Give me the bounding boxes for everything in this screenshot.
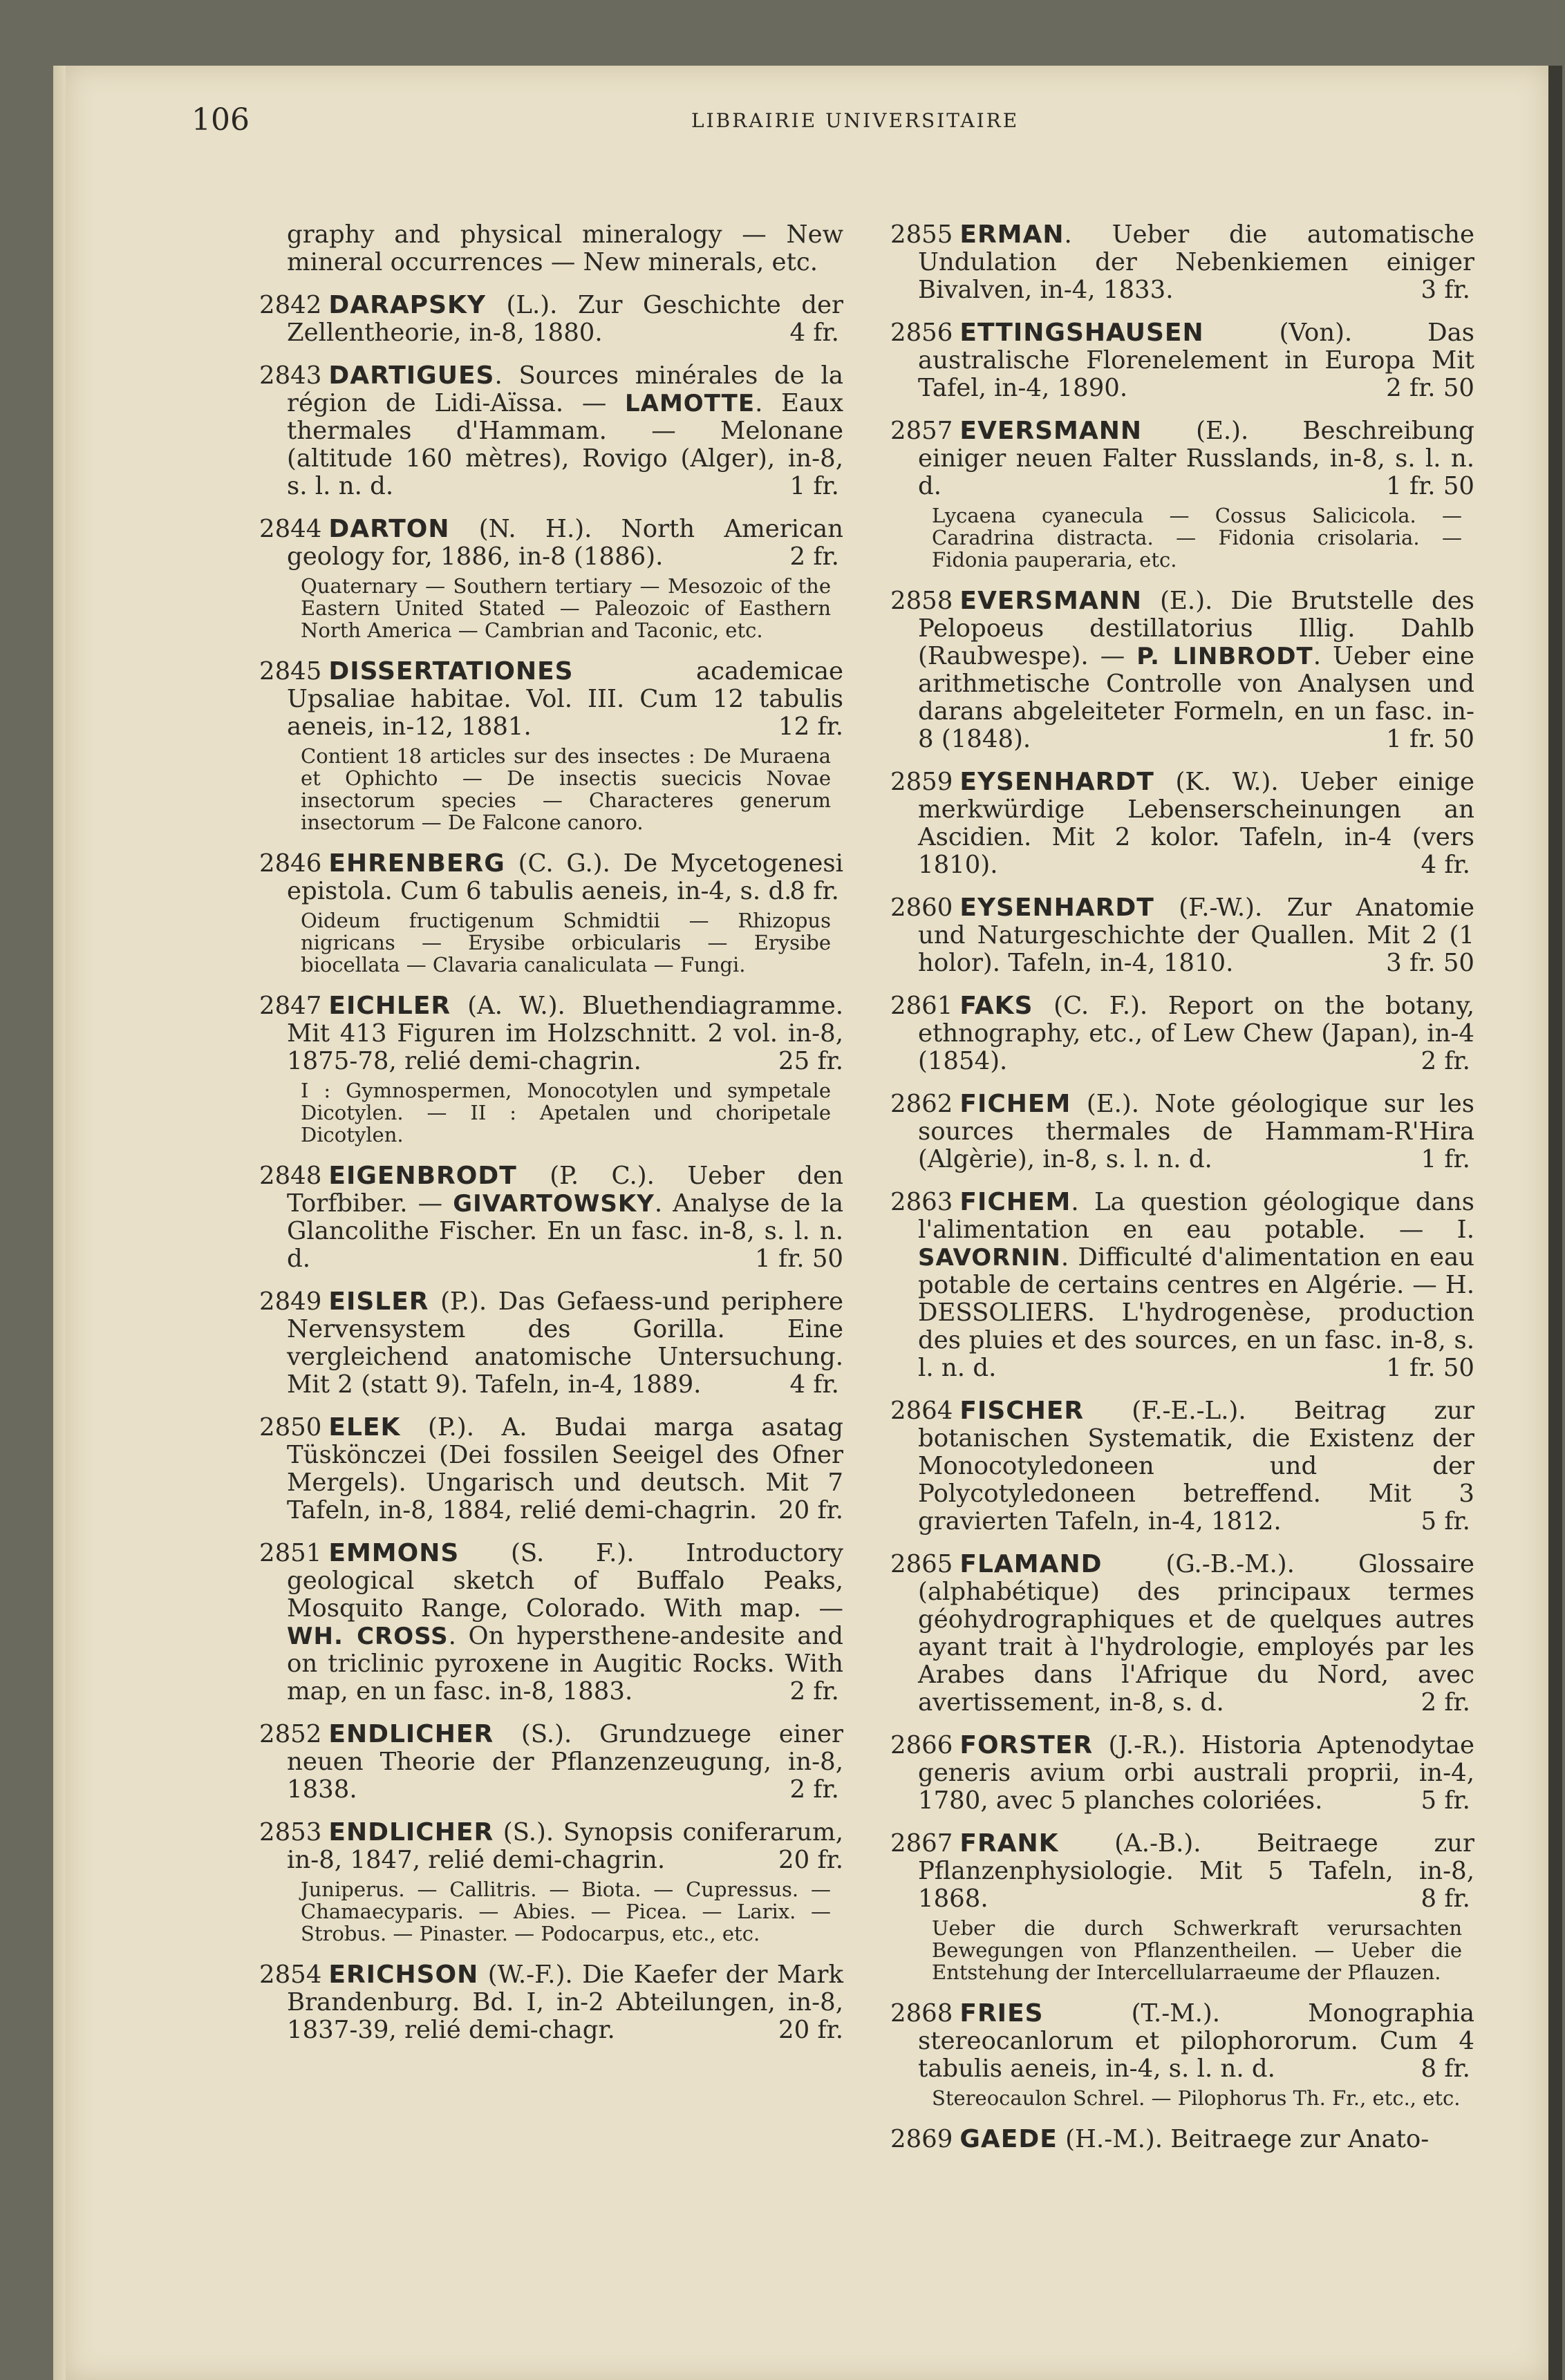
entry-price: 3 fr. [1421,276,1470,304]
entry-text: (A. W.). Bluethendiagramme. Mit 413 Figuren im Holzschnitt. 2 vol. in-8, 1875-78, relié demi-chagrin. [287,992,843,1075]
catalog-entry [890,992,1474,1075]
catalog-entry [890,1189,1474,1382]
entry-note: I : Gymnospermen, Monocotylen und sympetale Dicotylen. — II : Apetalen und choripetale Dicotylen. [301,1079,831,1146]
entry-author: EYSENHARDT [959,768,1154,796]
entry-text-continued: . Difficulté d'alimentation en eau potable de certains centres en Algérie. — H. DESSOLIERS. L'hydrogenèse, production des pluies et des sources, en un fasc. in-8, s. l. n. d. [918,1243,1474,1382]
catalog-entry [259,1540,843,1706]
entry-text: (W.-F.). Die Kaefer der Mark Brandenburg. Bd. I, in-2 Abteilungen, in-8, 1837-39, relié demi-chagr. [287,1961,843,2044]
running-title: LIBRAIRIE UNIVERSITAIRE [691,109,1020,132]
entry-text-continued: . On hypersthene-andesite and on triclinic pyroxene in Augitic Rocks. With map, en un fasc. in-8, 1883. [287,1622,843,1706]
entry-number: 2867 [890,1829,953,1858]
entry-text: (Von). Das australische Florenelement in Europa Mit Tafel, in-4, 1890. [918,319,1474,402]
entry-body [890,768,1474,879]
entry-price: 8 fr. [1421,1885,1470,1913]
entry-body [890,992,1474,1075]
catalog-entry [890,587,1474,753]
entry-author: FISCHER [959,1397,1085,1425]
entry-body [259,1961,843,2044]
entry-body [890,221,1474,304]
continuation-text: graphy and physical mineralogy — New mineral occurrences — New minerals, etc. [287,220,843,276]
entry-text: (F.-W.). Zur Anatomie und Naturgeschichte der Quallen. Mit 2 (1 holor). Tafeln, in-4, 1810. [918,894,1474,977]
entry-price: 25 fr. [778,1047,843,1075]
entry-author: ENDLICHER [328,1818,494,1847]
entry-price: 1 fr. [1421,1145,1470,1173]
entry-price: 2 fr. [789,542,839,571]
catalog-entry [890,319,1474,402]
entry-number: 2864 [890,1397,953,1425]
entry-price: 1 fr. 50 [1386,725,1474,753]
entry-author: EVERSMANN [959,587,1142,615]
entry-author: FLAMAND [959,1550,1103,1578]
entry-number: 2856 [890,319,953,347]
entry-price: 2 fr. [789,1677,839,1706]
right-column [890,221,1474,2169]
entry-text: . Sources minérales de la région de Lidi-Aïssa. — [287,361,843,417]
entry-text: (L.). Zur Geschichte der Zellentheorie, in-8, 1880. [287,291,843,347]
entry-price: 20 fr. [778,1496,843,1524]
catalog-entry [259,516,843,641]
catalog-entry [890,768,1474,879]
entry-author: EISLER [328,1287,429,1316]
entry-text-continued: . Eaux thermales d'Hammam. — Melonane (altitude 160 mètres), Rovigo (Alger), in-8, s. l. n. d. [287,389,843,500]
entry-price: 2 fr. [1421,1047,1470,1075]
entry-number: 2844 [259,515,322,543]
catalog-entry [890,2126,1474,2153]
entry-number: 2851 [259,1539,322,1567]
entry-number: 2868 [890,1999,953,2028]
entry-body [259,992,843,1075]
entry-text-continued: . Ueber eine arithmetische Controlle von Analysen und darans abgeleiteter Formeln, en un fasc. in-8 (1848). [918,642,1474,753]
entry-body [259,658,843,741]
entry-body [890,587,1474,753]
entry-text: . La question géologique dans l'alimentation en eau potable. — I. [918,1188,1474,1244]
entry-text: (T.-M.). Monographia stereocanlorum et pilophororum. Cum 4 tabulis aeneis, in-4, s. l. n. d. [918,1999,1474,2083]
entry-author: DARTIGUES [328,361,495,390]
entry-author: ELEK [328,1413,401,1442]
catalog-entry [259,992,843,1146]
entry-text: academicae Upsaliae habitae. Vol. III. Cum 12 tabulis aeneis, in-12, 1881. [287,657,843,741]
catalog-entry [259,1288,843,1399]
left-column [259,221,843,2059]
entry-author: FORSTER [959,1731,1094,1759]
entry-body [890,1551,1474,1717]
catalog-entry [259,292,843,347]
entry-body [890,1189,1474,1382]
entry-author: FICHEM [959,1188,1071,1216]
entry-number: 2852 [259,1720,322,1748]
entry-author: ENDLICHER [328,1720,494,1748]
entry-number: 2846 [259,849,322,878]
entry-coauthor: WH. CROSS [287,1623,449,1650]
catalog-entry [890,1830,1474,1983]
entry-price: 20 fr. [778,1846,843,1874]
entry-body [259,292,843,347]
entry-author: FRANK [959,1829,1059,1858]
catalog-entry [259,1721,843,1804]
entry-text: (P. C.). Ueber den Torfbiber. — [287,1162,843,1218]
catalog-entry [890,1551,1474,1717]
entry-text: (A.-B.). Beitraege zur Pflanzenphysiologie. Mit 5 Tafeln, in-8, 1868. [918,1829,1474,1913]
entry-number: 2866 [890,1731,953,1759]
entry-text: (E.). Beschreibung einiger neuen Falter Russlands, in-8, s. l. n. d. [918,417,1474,500]
entry-note: Contient 18 articles sur des insectes : De Muraena et Ophichto — De insectis suecicis Novae insectorum species — Characteres generum insectorum — De Falcone canoro. [301,744,831,834]
entry-number: 2847 [259,992,322,1020]
entry-text: (K. W.). Ueber einige merkwürdige Lebenserscheinungen an Ascidien. Mit 2 kolor. Tafeln, in-4 (vers 1810). [918,768,1474,879]
entry-author: FICHEM [959,1090,1071,1118]
entry-text: (P.). A. Budai marga asatag Tüskönczei (Dei fossilen Seeigel des Ofner Mergels). Ungarisch und deutsch. Mit 7 Tafeln, in-8, 1884, relié demi-chagrin. [287,1413,843,1524]
entry-author: GAEDE [959,2125,1058,2153]
catalog-entry [259,1414,843,1524]
entry-body [259,1721,843,1804]
entry-note: Quaternary — Southern tertiary — Mesozoic of the Eastern United Stated — Paleozoic of Easthern North America — Cambrian and Taconic, etc. [301,574,831,642]
catalog-entry [890,1732,1474,1815]
entry-note: Lycaena cyanecula — Cossus Salicicola. — Caradrina distracta. — Fidonia crisolaria. — Fidonia pauperaria, etc. [932,504,1462,572]
entry-body [890,319,1474,402]
entry-text: (C. G.). De Mycetogenesi epistola. Cum 6 tabulis aeneis, in-4, s. d. [287,849,843,905]
entry-author: DARTON [328,515,450,543]
entry-price: 4 fr. [789,1370,839,1399]
entry-price: 4 fr. [1421,851,1470,879]
entry-text: (E.). Die Brutstelle des Pelopoeus destillatorius Illig. Dahlb (Raubwespe). — [918,587,1474,670]
entry-body [259,1288,843,1399]
entry-text: (S.). Synopsis coniferarum, in-8, 1847, relié demi-chagrin. [287,1818,843,1874]
entry-text: (S.). Grundzuege einer neuen Theorie der Pflanzenzeugung, in-8, 1838. [287,1720,843,1804]
catalog-entry [890,1397,1474,1536]
entry-body [890,1090,1474,1173]
entry-number: 2857 [890,417,953,445]
entry-author: EMMONS [328,1539,460,1567]
entry-number: 2860 [890,894,953,922]
entry-body [259,362,843,500]
entry-body [890,2126,1474,2153]
entry-price: 1 fr. [789,472,839,500]
entry-price: 1 fr. 50 [755,1245,843,1273]
entry-number: 2849 [259,1287,322,1316]
entry-body [259,1414,843,1524]
entry-price: 8 fr. [1421,2055,1470,2083]
catalog-entry [259,658,843,833]
entry-price: 5 fr. [1421,1786,1470,1815]
entry-number: 2848 [259,1162,322,1190]
entry-number: 2863 [890,1188,953,1216]
entry-number: 2845 [259,657,322,686]
entry-text: (E.). Note géologique sur les sources thermales de Hammam-R'Hira (Algèrie), in-8, s. l. n. d. [918,1090,1474,1173]
page-left-edge [53,66,66,2380]
entry-number: 2861 [890,992,953,1020]
entry-coauthor: P. LINBRODT [1136,643,1313,670]
entry-number: 2858 [890,587,953,615]
entry-author: EHRENBERG [328,849,505,878]
entry-price: 3 fr. 50 [1386,949,1474,977]
catalog-entry [259,362,843,500]
entry-price: 2 fr. 50 [1386,374,1474,402]
entry-number: 2843 [259,361,322,390]
entry-price: 12 fr. [778,712,843,741]
entry-price: 1 fr. 50 [1386,472,1474,500]
entry-text: (G.-B.-M.). Glossaire (alphabétique) des principaux termes géohydrographiques et de quelques autres ayant trait à l'hydrologie, employés par les Arabes dans l'Afrique du Nord, avec avertissement, in-8, s. d. [918,1550,1474,1717]
entry-number: 2855 [890,220,953,249]
entry-price: 20 fr. [778,2016,843,2044]
catalog-entry [259,1162,843,1273]
entry-text: (H.-M.). Beitraege zur Anato- [1057,2125,1430,2153]
entry-coauthor: GIVARTOWSKY [453,1190,655,1218]
entry-author: ETTINGSHAUSEN [959,319,1204,347]
entry-author: ERICHSON [328,1961,479,1989]
entry-note: Ueber die durch Schwerkraft verursachten Bewegungen von Pflanzentheilen. — Ueber die Entstehung der Intercellularraeume der Pflauzen. [932,1916,1462,1984]
entry-text: . Ueber die automatische Undulation der Nebenkiemen einiger Bivalven, in-4, 1833. [918,220,1474,304]
entry-author: EICHLER [328,992,451,1020]
entry-author: EIGENBRODT [328,1162,517,1190]
entry-author: EVERSMANN [959,417,1142,445]
entry-price: 4 fr. [789,319,839,347]
catalog-entry [890,894,1474,977]
entry-number: 2850 [259,1413,322,1442]
entry-body [259,1540,843,1706]
entry-coauthor: SAVORNIN [918,1244,1061,1272]
entry-body [890,1397,1474,1536]
entry-note: Oideum fructigenum Schmidtii — Rhizopus nigricans — Erysibe orbicularis — Erysibe biocellata — Clavaria canaliculata — Fungi. [301,909,831,976]
entry-body [890,1732,1474,1815]
entry-body [259,850,843,905]
catalog-entry [890,221,1474,304]
entry-price: 2 fr. [1421,1688,1470,1717]
catalog-entry [259,850,843,976]
entry-coauthor: LAMOTTE [624,390,756,417]
entry-author: ERMAN [959,220,1065,249]
entry-author: EYSENHARDT [959,894,1154,922]
entry-body [259,516,843,571]
page-right-edge [1548,66,1562,2380]
catalog-entry [890,2000,1474,2109]
entry-body [890,1830,1474,1913]
entry-number: 2859 [890,768,953,796]
entry-number: 2862 [890,1090,953,1118]
catalog-entry [890,1090,1474,1173]
catalog-entry [259,1819,843,1945]
entry-price: 5 fr. [1421,1507,1470,1536]
entry-number: 2853 [259,1818,322,1847]
entry-price: 8 fr. [789,877,839,905]
entry-note: Stereocaulon Schrel. — Pilophorus Th. Fr., etc., etc. [932,2086,1461,2110]
catalog-entry [259,1961,843,2044]
entry-author: FRIES [959,1999,1044,2028]
entry-text: (N. H.). North American geology for, 1886, in-8 (1886). [287,515,843,571]
entry-note: Juniperus. — Callitris. — Biota. — Cupressus. — Chamaecyparis. — Abies. — Picea. — Larix. — Strobus. — Pinaster. — Podocarpus, etc., etc. [301,1878,831,1945]
entry-number: 2854 [259,1961,322,1989]
entry-author: DISSERTATIONES [328,657,574,686]
entry-text: (P.). Das Gefaess-und periphere Nervensystem des Gorilla. Eine vergleichend anatomische Untersuchung. Mit 2 (statt 9). Tafeln, in-4, 1889. [287,1287,843,1399]
catalog-entry [890,417,1474,571]
entry-price: 2 fr. [789,1775,839,1804]
entry-body [890,2000,1474,2083]
entry-number: 2842 [259,291,322,319]
entry-text-continued: . Analyse de la Glancolithe Fischer. En un fasc. in-8, s. l. n. d. [287,1189,843,1273]
entry-text: (J.-R.). Historia Aptenodytae generis avium orbi australi proprii, in-4, 1780, avec 5 planches coloriées. [918,1731,1474,1815]
entry-body [890,894,1474,977]
entry-body [259,1162,843,1273]
entry-body [259,1819,843,1874]
entry-price: 1 fr. 50 [1386,1354,1474,1382]
entry-body [890,417,1474,500]
entry-text: (C. F.). Report on the botany, ethnography, etc., of Lew Chew (Japan), in-4 (1854). [918,992,1474,1075]
entry-text: (F.-E.-L.). Beitrag zur botanischen Systematik, die Existenz der Monocotyledoneen und der Polycotyledoneen betreffend. Mit 3 gravierten Tafeln, in-4, 1812. [918,1397,1474,1536]
entry-number: 2869 [890,2125,953,2153]
entry-text: (S. F.). Introductory geological sketch of Buffalo Peaks, Mosquito Range, Colorado. With map. — [287,1539,843,1623]
entry-number: 2865 [890,1550,953,1578]
entry-author: DARAPSKY [328,291,486,319]
entry-author: FAKS [959,992,1033,1020]
page-number: 106 [191,102,250,138]
